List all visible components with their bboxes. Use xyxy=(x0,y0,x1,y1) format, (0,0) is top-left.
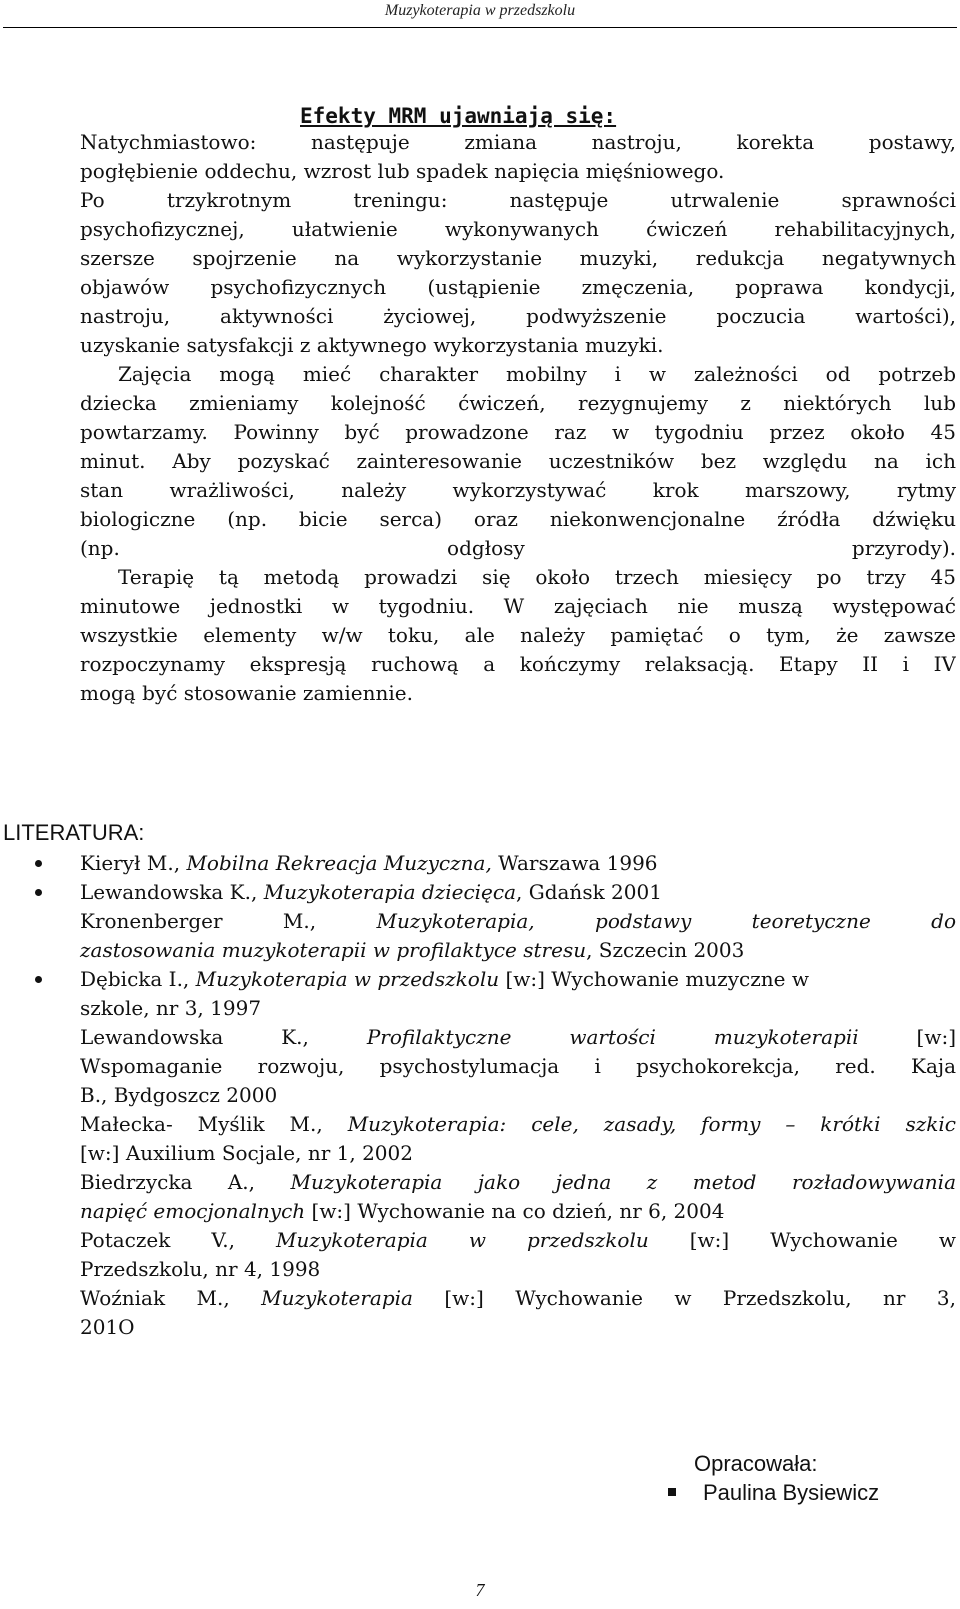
ref-author: Lewandowska K., xyxy=(80,1025,367,1049)
ref-details-cont: B., Bydgoszcz 2000 xyxy=(80,1083,278,1107)
reference-item xyxy=(80,965,956,1023)
ref-details: [w:] Wychowanie w Przedszkolu, nr 3, xyxy=(444,1286,956,1310)
square-bullet-icon xyxy=(668,1488,676,1496)
ref-details-cont: Przedszkolu, nr 4, 1998 xyxy=(80,1257,321,1281)
ref-author: Kierył M., xyxy=(80,851,187,875)
ref-details-cont: szkole, nr 3, 1997 xyxy=(80,996,262,1020)
text-line: Po trzykrotnym treningu: następuje utrwalenie sprawności xyxy=(80,188,956,212)
text-line: (np. odgłosy przyrody). xyxy=(80,536,956,560)
ref-details: Warszawa 1996 xyxy=(491,851,658,875)
text-line: stan wrażliwości, należy wykorzystywać krok marszowy, rytmy xyxy=(80,478,956,502)
effect-bullet-immediate xyxy=(80,128,956,186)
ref-details: [w:] Wychowanie w xyxy=(689,1228,956,1252)
ref-details: [w:] Auxilium Socjale, nr 1, 2002 xyxy=(80,1141,413,1165)
ref-author: Lewandowska K., xyxy=(80,880,264,904)
ref-title: Mobilna Rekreacja Muzyczna, xyxy=(186,851,492,875)
bullet-dot xyxy=(35,860,42,867)
signature-name-row xyxy=(703,1478,953,1507)
ref-title-cont: napięć emocjonalnych xyxy=(80,1199,306,1223)
text-line: minutowe jednostki w tygodniu. W zajęciach nie muszą występować xyxy=(80,594,956,618)
ref-author: Potaczek V., xyxy=(80,1228,276,1252)
ref-title: Muzykoterapia dziecięca xyxy=(263,880,517,904)
header-rule xyxy=(3,27,957,28)
ref-details: , Gdańsk 2001 xyxy=(516,880,662,904)
ref-details-cont: 201O xyxy=(80,1315,135,1339)
text-line: objawów psychofizycznych (ustąpienie zmęczenia, poprawa kondycji, xyxy=(80,275,956,299)
ref-title-cont: zastosowania muzykoterapii w profilaktyce stresu xyxy=(80,938,587,962)
ref-details: , Szczecin 2003 xyxy=(586,938,745,962)
ref-title: Muzykoterapia, podstawy teoretyczne do xyxy=(376,909,956,933)
effect-bullet-after-training xyxy=(80,186,956,360)
ref-author: Małecka- Myślik M., xyxy=(80,1112,348,1136)
ref-title: Muzykoterapia xyxy=(261,1286,413,1310)
text-line: dziecka zmieniamy kolejność ćwiczeń, rezygnujemy z niektórych lub xyxy=(80,391,956,415)
literature-title: LITERATURA: xyxy=(3,820,145,845)
reference-item xyxy=(80,1226,956,1284)
ref-title: Muzykoterapia w przedszkolu xyxy=(276,1228,649,1252)
signature-name: Paulina Bysiewicz xyxy=(703,1480,880,1505)
effect-bullet-classes xyxy=(80,360,956,708)
reference-item xyxy=(80,1110,956,1168)
bullet-dot xyxy=(35,976,42,983)
text-line: powtarzamy. Powinny być prowadzone raz w tygodniu przez około 45 xyxy=(80,420,956,444)
text-line: psychofizycznej, ułatwienie wykonywanych ćwiczeń rehabilitacyjnych, xyxy=(80,217,956,241)
ref-title: Muzykoterapia jako jedna z metod rozładowywania xyxy=(290,1170,956,1194)
ref-details: [w:] Wychowanie muzyczne w xyxy=(499,967,809,991)
reference-item xyxy=(80,849,956,878)
text-line: szersze spojrzenie na wykorzystanie muzyki, redukcja negatywnych xyxy=(80,246,956,270)
text-line: uzyskanie satysfakcji z aktywnego wykorzystania muzyki. xyxy=(80,333,664,357)
ref-author: Woźniak M., xyxy=(80,1286,262,1310)
section-title: Efekty MRM ujawniają się: xyxy=(300,104,617,128)
ref-author: Kronenberger M., xyxy=(80,909,377,933)
reference-item xyxy=(80,1284,956,1342)
text-line: wszystkie elementy w/w toku, ale należy pamiętać o tym, że zawsze xyxy=(80,623,956,647)
text-line: minut. Aby pozyskać zainteresowanie uczestników bez względu na ich xyxy=(80,449,956,473)
text-line: biologiczne (np. bicie serca) oraz niekonwencjonalne źródła dźwięku xyxy=(80,507,956,531)
ref-author: Dębicka I., xyxy=(80,967,196,991)
text-line: Terapię tą metodą prowadzi się około trzech miesięcy po trzy 45 xyxy=(118,565,956,589)
signature-label: Opracowała: xyxy=(694,1451,818,1476)
ref-author: Biedrzycka A., xyxy=(80,1170,291,1194)
text-line: Natychmiastowo: następuje zmiana nastroju, korekta postawy, xyxy=(80,130,956,154)
reference-item xyxy=(80,878,956,907)
ref-title: Muzykoterapia: cele, zasady, formy – krótki szkic xyxy=(347,1112,956,1136)
ref-details-cont: Wspomaganie rozwoju, psychostylumacja i psychokorekcja, red. Kaja xyxy=(80,1054,956,1078)
page-number: 7 xyxy=(475,1580,485,1600)
ref-title: Profilaktyczne wartości muzykoterapii xyxy=(366,1025,859,1049)
text-line: nastroju, aktywności życiowej, podwyższenie poczucia wartości), xyxy=(80,304,956,328)
text-line: pogłębienie oddechu, wzrost lub spadek napięcia mięśniowego. xyxy=(80,159,725,183)
reference-item xyxy=(80,1023,956,1110)
ref-details: [w:] xyxy=(916,1025,956,1049)
reference-item xyxy=(80,907,956,965)
page-header: Muzykoterapia w przedszkolu xyxy=(384,2,576,19)
bullet-dot xyxy=(35,889,42,896)
ref-details: [w:] Wychowanie na co dzień, nr 6, 2004 xyxy=(305,1199,725,1223)
text-line: mogą być stosowanie zamiennie. xyxy=(80,681,413,705)
ref-title: Muzykoterapia w przedszkolu xyxy=(195,967,500,991)
reference-item xyxy=(80,1168,956,1226)
text-line: Zajęcia mogą mieć charakter mobilny i w zależności od potrzeb xyxy=(118,362,956,386)
text-line: rozpoczynamy ekspresją ruchową a kończymy relaksacją. Etapy II i IV xyxy=(80,652,956,676)
